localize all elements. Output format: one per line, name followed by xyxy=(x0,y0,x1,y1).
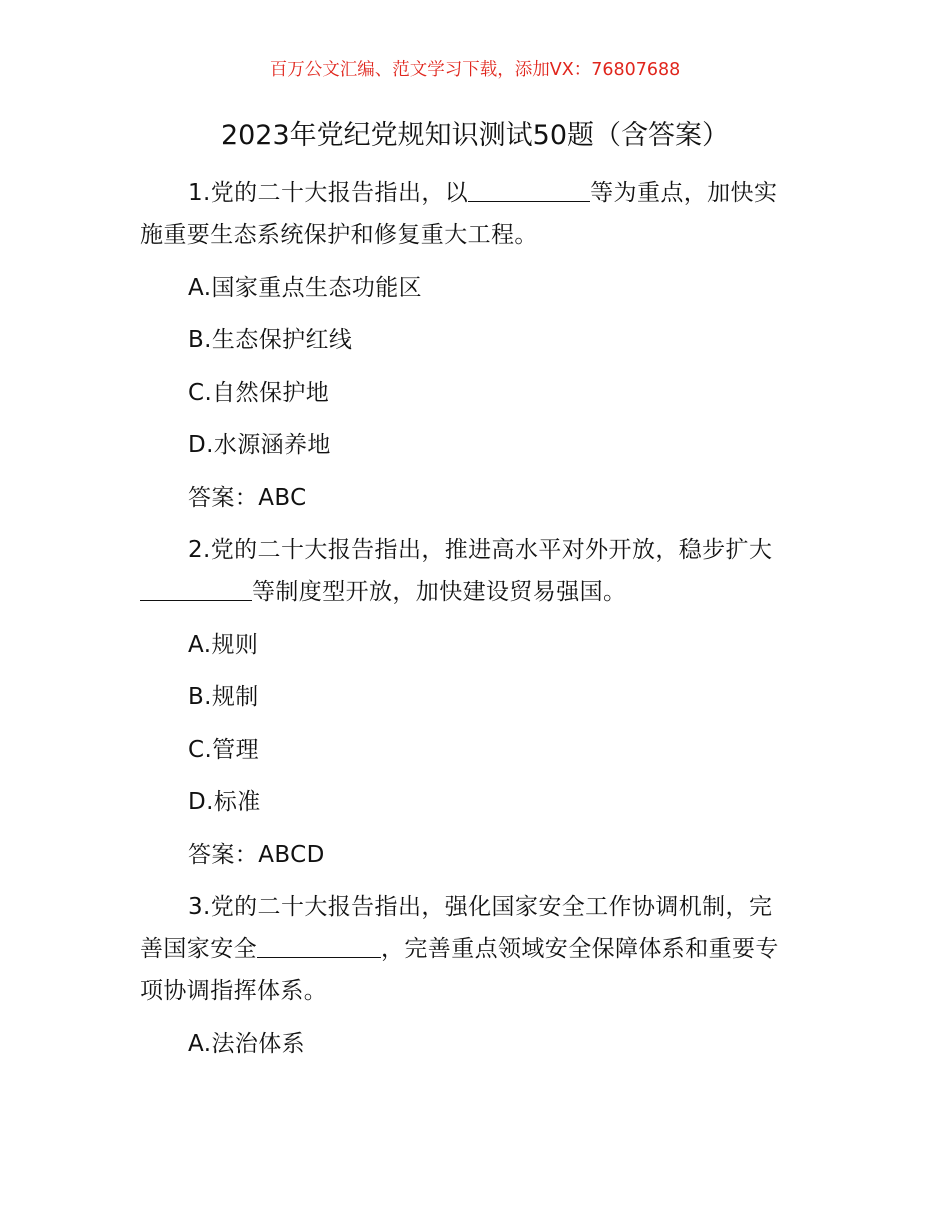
option-item: D.标准 xyxy=(188,789,261,815)
option-item: A.规则 xyxy=(188,631,259,658)
option-item: B.生态保护红线 xyxy=(188,327,353,353)
answer-blank xyxy=(257,953,381,958)
answer-line: 答案：ABCD xyxy=(188,841,325,868)
option-item: B.规制 xyxy=(188,684,259,710)
option-item: A.国家重点生态功能区 xyxy=(188,274,423,301)
question-2-line-1: 2.党的二十大报告指出，推进高水平对外开放，稳步扩大 xyxy=(188,537,773,563)
document-title: 2023年党纪党规知识测试50题（含答案） xyxy=(220,120,730,151)
question-1 xyxy=(140,172,812,256)
question-2-line-2: 等制度型开放，加快建设贸易强国。 xyxy=(140,571,812,613)
answer-blank xyxy=(140,596,252,601)
question-1-line-2: 施重要生态系统保护和修复重大工程。 xyxy=(140,222,538,248)
header-banner: 百万公文汇编、范文学习下载，添加VX：76807688 xyxy=(269,60,681,80)
option-item: C.管理 xyxy=(188,736,259,763)
question-3-line-2: 善国家安全 ，完善重点领域安全保障体系和重要专 xyxy=(140,936,779,962)
question-2 xyxy=(140,529,812,613)
question-3 xyxy=(140,886,812,1012)
option-item: D.水源涵养地 xyxy=(188,432,331,458)
answer-blank xyxy=(468,197,590,202)
option-item: C.自然保护地 xyxy=(188,379,330,406)
question-3-line-3: 项协调指挥体系。 xyxy=(140,978,328,1004)
answer-line: 答案：ABC xyxy=(188,484,307,511)
option-item: A.法治体系 xyxy=(188,1030,306,1057)
question-1-line-1: 1.党的二十大报告指出，以 等为重点，加快实 xyxy=(188,180,778,206)
question-3-line-1: 3.党的二十大报告指出，强化国家安全工作协调机制，完 xyxy=(188,894,773,920)
document-body xyxy=(140,172,812,1075)
